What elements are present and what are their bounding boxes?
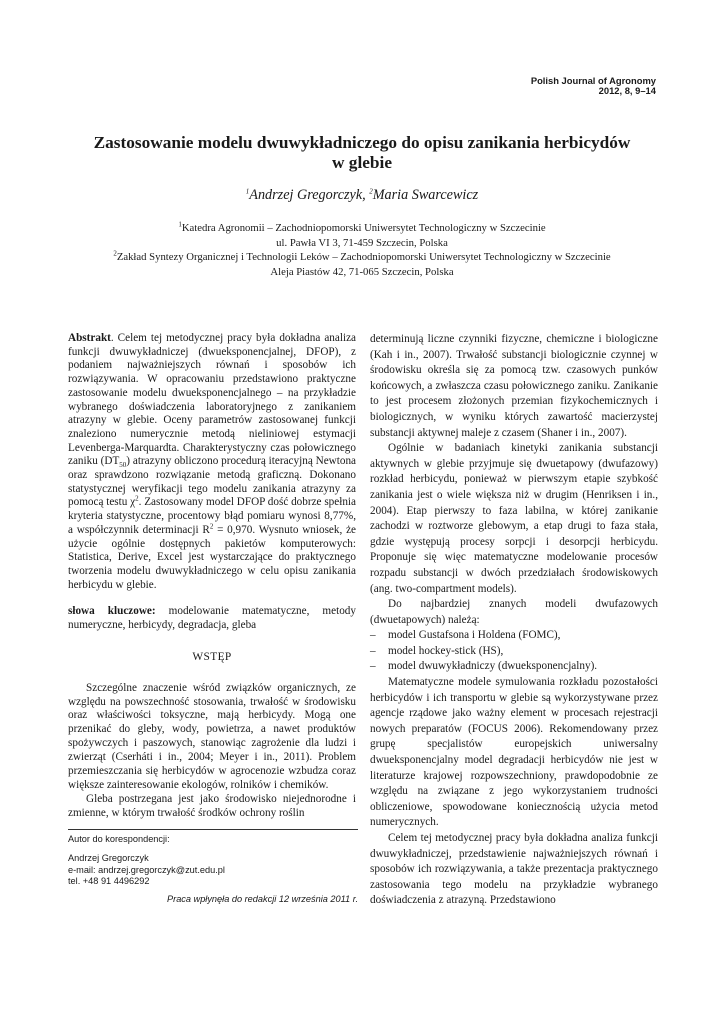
section-heading-intro: WSTĘP — [192, 650, 232, 663]
received-date: Praca wpłynęła do redakcji 12 września 2011 r. — [167, 893, 358, 904]
intro-paragraph-2: Gleba postrzegana jest jako środowisko niejednorodne i zmienne, w którym trwałość środków ochrony roślin — [68, 792, 356, 819]
article-title — [60, 133, 664, 173]
authors — [60, 187, 664, 203]
list-item: – model dwuwykładniczy (dwueksponencjalny). — [370, 660, 598, 673]
footnote-divider — [68, 829, 358, 830]
abstract: Abstrakt. Celem tej metodycznej pracy była dokładna analiza funkcji dwuwykładniczej (dwueksponencjalnej, DFOP), z podaniem najważniejszych równań i sposobów ich rozwiązywania. W opracowaniu przedstawiono praktyczne zastosowanie modelu dwueksponencjalnego – na przykładzie wybranego doświadczenia laboratoryjnego z zanikaniem atrazyny w glebie. Oceny parametrów zastosowanej funkcji znaleziono numerycznie metodą nieliniowej estymacji Levenberga-Marquardta. Charakterystyczny czas połowicznego zaniku $(DT_{50})$ atrazyny obliczono procedurą iteracyjną Newtona oraz sprawdzono rozwiązanie metodą graficzną. Dokonano statystycznej weryfikacji tego modelu zanikania atrazyny za pomocą testu $\chi^2$. Zastosowany model DFOP dość dobrze spełnia kryteria statystyczne, procentowy błąd pomiaru wynosi 8,77%, a współczynnik determinacji $R^2 = 0,970$. Wysnuto wniosek, że użycie ogólnie dostępnych pakietów komputerowych: Statistica, Derive, Excel jest wystarczające do praktycznego tworzenia modelu dwuwykładniczego w celu opisu zanikania herbicydu w glebie. — [68, 332, 357, 591]
affiliation-2-line1: $^2$Zakład Syntezy Organicznej i Technologii Leków – Zachodniopomorski Uniwersytet Technologiczny w Szczecinie — [113, 249, 611, 264]
abstract-label: Abstrakt — [68, 332, 111, 344]
author-1: Andrzej Gregorczyk, — [249, 187, 370, 203]
footnote-tel: tel. +48 91 4496292 — [68, 876, 150, 887]
title-line-1: Zastosowanie modelu dwuwykładniczego do opisu zanikania herbicydów — [93, 133, 631, 152]
keywords: słowa kluczowe: modelowanie matematyczne, metody numeryczne, herbicydy, degradacja, gleba — [68, 605, 356, 632]
journal-citation: 2012, 8, 9–14 — [598, 85, 656, 96]
author2-sup: 2 — [369, 187, 373, 196]
right-paragraph-5: Celem tej metodycznej pracy była dokładna analiza funkcji dwuwykładniczej, przedstawienie najważniejszych równań i sposobów ich rozwiązywania, a także prezentacja praktycznego zastosowania tego modelu na przykładzie wybranego doświadczenia z atrazyną. Przedstawiono — [370, 832, 658, 907]
affiliation-1-line2: ul. Pawła VI 3, 71-459 Szczecin, Polska — [276, 236, 448, 249]
affiliation-2-line2: Aleja Piastów 42, 71-065 Szczecin, Polska — [270, 266, 454, 279]
right-column — [370, 332, 658, 909]
list-item: – model Gustafsona i Holdena (FOMC), — [370, 629, 561, 642]
left-column — [68, 332, 356, 821]
affiliations — [60, 221, 664, 280]
title-line-2: w glebie — [332, 153, 392, 172]
author-2: Maria Swarcewicz — [372, 187, 479, 203]
journal-header — [531, 76, 656, 96]
journal-name: Polish Journal of Agronomy — [530, 75, 656, 86]
list-item: – model hockey-stick (HS), — [370, 644, 504, 657]
footnote-label: Autor do korespondencji: — [68, 834, 170, 844]
affiliation-1-line1: $^1$Katedra Agronomii – Zachodniopomorski Uniwersytet Technologiczny w Szczecinie — [178, 220, 546, 234]
right-paragraph-4: Matematyczne modele symulowania rozkładu pozostałości herbicydów i ich transportu w glebie są wykorzystywane przez agencje rządowe jako ważny element w procesach rejestracji nowych preparatów (FOCUS 2006). Rekomendowany przez grupę specjalistów europejskich uniwersalny dwueksponencjalny model degradacji herbicydów nie jest w literaturze krajowej rozpowszechniony, prawdopodobnie ze względu na związane z jego wykorzystaniem trudności obliczeniowe, spowodowane koniecznością użycia metod numerycznych. — [370, 676, 658, 829]
footnote-email: e-mail: andrzej.gregorczyk@zut.edu.pl — [68, 864, 225, 875]
intro-paragraph-1: Szczególne znaczenie wśród związków organicznych, ze względu na powszechność stosowania, trwałość w środowisku oraz właściwości toksyczne, mają herbicydy. Mogą one przenikać do gleby, wody, powietrza, a nawet produktów spożywczych i paszowych, stanowiąc zagrożenie dla ludzi i zwierząt (Cserháti i in., 2004; Meyer i in., 2011). Problem przemieszczania się herbicydów w agrocenozie wzbudza coraz większe zainteresowanie ekologów, rolników i chemików. — [68, 681, 356, 792]
right-paragraph-2: Ogólnie w badaniach kinetyki zanikania substancji aktywnych w glebie przyjmuje się dwuetapowy (dwufazowy) rozkład herbicydu, ponieważ w pierwszym etapie szybkość zanikania jest o wiele większa niż w drugim (Henriksen i in., 2004). Etap pierwszy to faza labilna, w której zanikanie zachodzi w roztworze glebowym, a etap drugi to faza stała, gdzie występują procesy sorpcji i desorpcji herbicydu. Proponuje się więc matematyczne modelowanie procesów rozpadu substancji w dwóch przedziałach środowiskowych (ang. two-compartment models). — [370, 442, 658, 595]
right-paragraph-3: Do najbardziej znanych modeli dwufazowych (dwuetapowych) należą: — [370, 598, 658, 626]
author1-sup: 1 — [245, 187, 250, 196]
correspondence-footnote — [68, 829, 358, 905]
keywords-label: słowa kluczowe: — [68, 605, 156, 618]
right-paragraph-1: determinują liczne czynniki fizyczne, chemiczne i biologiczne (Kah i in., 2007). Trwałość substancji biologicznie czynnej w środowisku określa się za pomocą tzw. czasowych punków końcowych, a zwłaszcza czasu połowicznego zaniku. Zanikanie to jest procesem złożonych przemian fizykochemicznych i biologicznych, w wyniku których zawartość macierzystej substancji aktywnej maleje z czasem (Shaner i in., 2007). — [370, 333, 658, 439]
footnote-name: Andrzej Gregorczyk — [68, 853, 149, 864]
